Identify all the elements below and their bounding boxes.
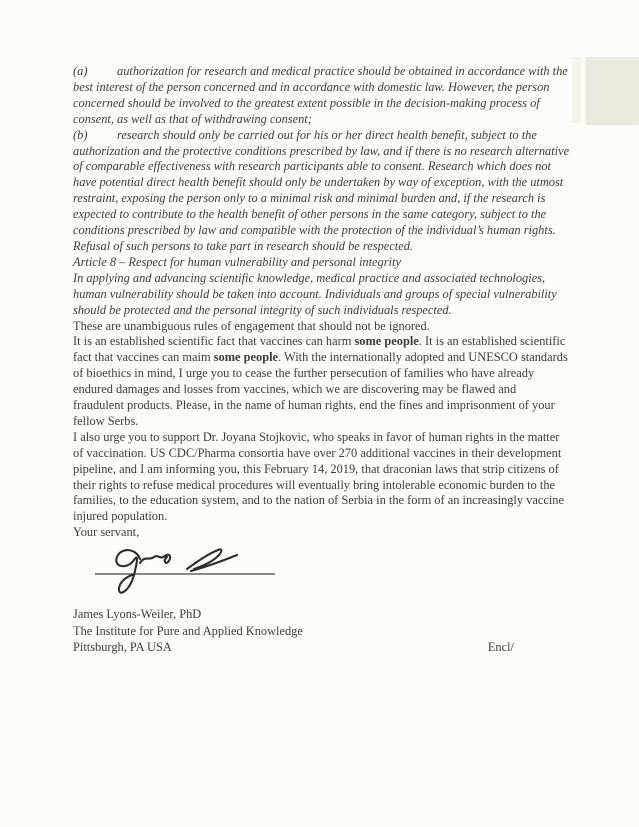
clause-b-text: research should only be carried out for his or her direct health benefit, subject to the authorization and the protective conditions prescribed by law, and if there is no research alternative of comparable effectiveness with research participants able to consent. Research which does not have potential direct health benefit should only be undertaken by way of exception, with the utmost restraint, exposing the person only to a minimal risk and minimal burden and, if the research is expected to contribute to the health benefit of other persons in the same category, subject to the conditions prescribed by law and compatible with the protection of the individual’s human rights. Refusal of such persons to take part in research should be respected. xyxy=(73,127,570,253)
harm-text-3: . With the internationally adopted and UNESCO standards of bioethics in mind, I urge you to cease the further persecution of families who have already endured damages and losses from vaccines, which we are discovering may be flawed and fraudulent products. Please, in the name of human rights, end the fines and imprisonment of your fellow Serbs. xyxy=(73,350,568,428)
signer-block xyxy=(73,606,570,656)
side-tab-strip xyxy=(572,57,581,123)
signer-location-row xyxy=(73,639,570,656)
signer-organization: The Institute for Pure and Applied Knowledge xyxy=(73,623,303,638)
enclosure-note: Encl/ xyxy=(487,640,514,655)
clause-b-paragraph xyxy=(73,128,570,255)
article-heading: Article 8 – Respect for human vulnerability and personal integrity xyxy=(73,254,401,269)
clause-a-paragraph xyxy=(73,64,570,128)
article-body-paragraph: In applying and advancing scientific knowledge, medical practice and associated technologies, human vulnerability should be taken into account. Individuals and groups of special vulnerability should be protected and the personal integrity of such individuals respected. xyxy=(73,270,557,317)
letter-body xyxy=(73,64,570,656)
signature-area xyxy=(91,546,321,604)
harm-text-1: It is an established scientific fact that vaccines can harm xyxy=(73,334,355,349)
harm-text-2: . It is an established scientific fact that vaccines can maim xyxy=(73,334,566,365)
signature-scrawl-icon xyxy=(91,546,321,604)
rules-statement: These are unambiguous rules of engagement that should not be ignored. xyxy=(73,318,430,333)
signer-location: Pittsburgh, PA USA xyxy=(73,640,172,655)
clause-a-text: authorization for research and medical practice should be obtained in accordance with the best interest of the person concerned and in accordance with domestic law. However, the person concerned should be involved to the greatest extent possible in the decision-making process of consent, as well as that of withdrawing consent; xyxy=(73,64,568,126)
harm-bold-1: some people xyxy=(354,334,419,349)
clause-b-label: (b) xyxy=(73,127,88,142)
clause-a-label: (a) xyxy=(73,64,88,78)
harm-bold-2: some people xyxy=(213,350,279,365)
urge-paragraph: I also urge you to support Dr. Joyana Stojkovic, who speaks in favor of human rights in the matter of vaccination. US CDC/Pharma consortia have over 270 additional vaccines in their development pipeline, and I am informing you, this February 14, 2019, that draconian laws that strip citizens of their rights to refuse medical procedures will eventually bring intolerable economic burden to the families, to the education system, and to the nation of Serbia in the form of an increasingly vaccine injured population. xyxy=(73,429,565,524)
side-tab xyxy=(586,57,639,123)
harm-paragraph xyxy=(73,334,570,429)
signer-name: James Lyons-Weiler, PhD xyxy=(73,607,202,622)
closing-line: Your servant, xyxy=(73,525,140,540)
